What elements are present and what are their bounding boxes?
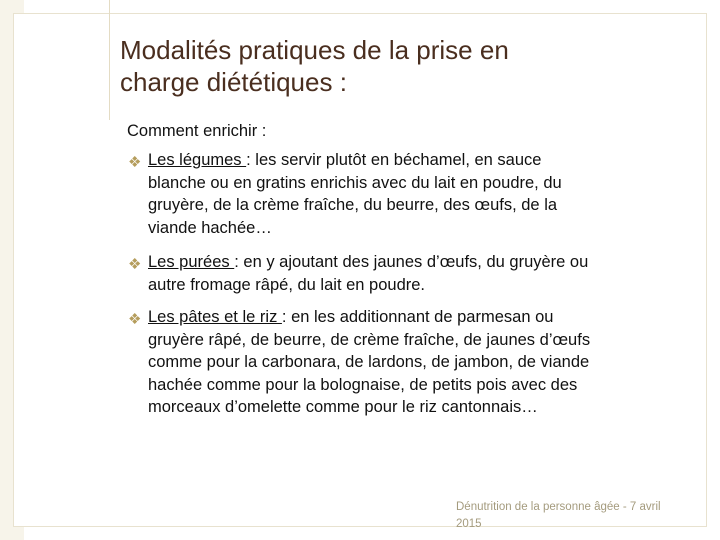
slide-title	[120, 34, 680, 98]
bullet-line: blanche ou en gratins enrichis avec du lait en poudre, du	[148, 173, 562, 192]
bullet-text: : les servir plutôt en béchamel, en sauce	[246, 151, 542, 169]
bullet-item-pates-riz	[128, 306, 590, 419]
footer-line-2: 2015	[456, 518, 482, 530]
bullet-icon: ❖	[128, 256, 142, 273]
bullet-line: viande hachée…	[148, 218, 272, 237]
bullet-label: Les légumes	[148, 151, 247, 169]
bullet-icon: ❖	[128, 311, 142, 328]
bullet-item-purees	[128, 251, 588, 296]
footer-text	[456, 499, 686, 533]
bullet-label: Les pâtes et le riz	[148, 308, 282, 326]
bullet-line: morceaux d’omelette comme pour le riz cantonnais…	[148, 398, 538, 416]
footer-line-1: Dénutrition de la personne âgée - 7 avril	[456, 501, 661, 513]
bullet-line	[128, 251, 588, 274]
bullet-line: comme pour la carbonara, de lardons, de jambon, de viande	[148, 353, 590, 371]
title-line-1: Modalités pratiques de la prise en	[120, 35, 509, 65]
bullet-line: gruyère râpé, de beurre, de crème fraîche, de jaunes d’œufs	[148, 330, 591, 349]
bullet-text: : en les additionnant de parmesan ou	[281, 308, 554, 326]
bullet-line	[128, 149, 562, 172]
bullet-item-legumes	[128, 149, 562, 239]
intro-text: Comment enrichir :	[127, 122, 267, 140]
decorative-line	[109, 0, 110, 120]
title-line-2: charge diététiques :	[120, 67, 347, 97]
bullet-text: : en y ajoutant des jaunes d’œufs, du gruyère ou	[234, 253, 589, 271]
bullet-label: Les purées	[148, 253, 235, 271]
bullet-line: hachée comme pour la bolognaise, de petits pois avec des	[148, 375, 578, 394]
bullet-line: gruyère, de la crème fraîche, du beurre, des œufs, de la	[148, 196, 558, 214]
bullet-icon: ❖	[128, 154, 142, 171]
bullet-line	[128, 306, 590, 329]
bullet-line: autre fromage râpé, du lait en poudre.	[148, 275, 426, 294]
